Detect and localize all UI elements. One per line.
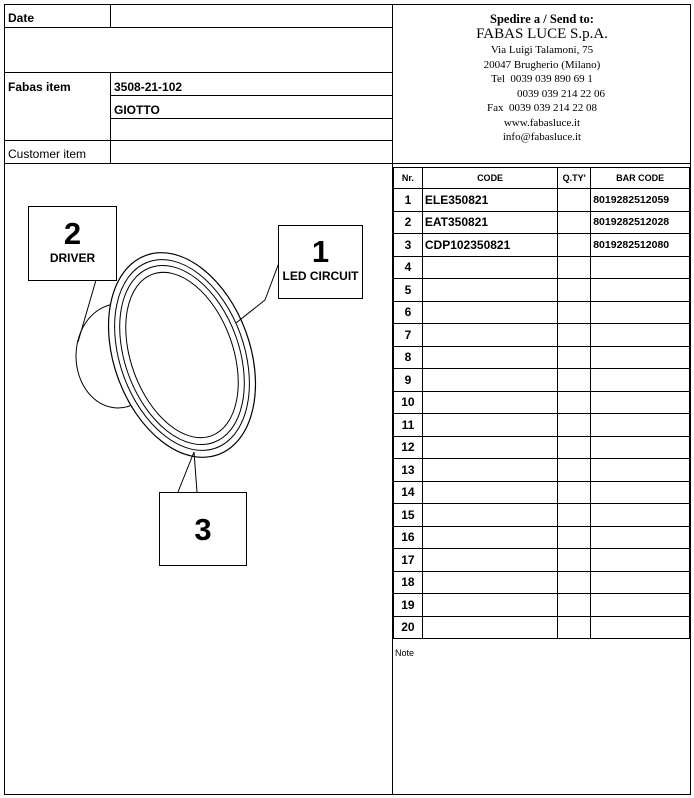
row-number-cell: 17 xyxy=(394,549,423,572)
note-label: Note xyxy=(395,648,415,658)
column-header-barcode: BAR CODE xyxy=(591,168,690,189)
table-header-row xyxy=(394,168,690,189)
row-number-cell: 7 xyxy=(394,324,423,347)
table-row xyxy=(394,346,690,369)
telephone-1: Tel 0039 039 890 69 1 xyxy=(491,73,593,85)
code-cell[interactable] xyxy=(422,526,557,549)
driver-callout xyxy=(28,206,117,281)
table-row xyxy=(394,549,690,572)
qty-cell[interactable] xyxy=(558,504,591,527)
barcode-cell[interactable] xyxy=(591,279,690,302)
code-cell[interactable]: EAT350821 xyxy=(422,211,557,234)
company-name: FABAS LUCE S.p.A. xyxy=(476,25,608,42)
table-row xyxy=(394,481,690,504)
table-row xyxy=(394,256,690,279)
table-row xyxy=(394,436,690,459)
row-number-cell: 3 xyxy=(394,234,423,257)
table-row xyxy=(394,369,690,392)
table-row xyxy=(394,324,690,347)
barcode-cell[interactable] xyxy=(591,571,690,594)
qty-cell[interactable] xyxy=(558,256,591,279)
column-header-qty: Q.TY' xyxy=(558,168,591,189)
driver-callout-number: 2 xyxy=(63,216,82,251)
led-circuit-callout xyxy=(278,225,363,299)
qty-cell[interactable] xyxy=(558,481,591,504)
barcode-cell[interactable] xyxy=(591,346,690,369)
city-address: 20047 Brugherio (Milano) xyxy=(483,58,601,71)
row-number-cell: 8 xyxy=(394,346,423,369)
send-to-heading: Spedire a / Send to: xyxy=(490,12,594,26)
qty-cell[interactable] xyxy=(558,391,591,414)
driver-callout-caption: DRIVER xyxy=(49,251,96,265)
code-cell[interactable] xyxy=(422,571,557,594)
qty-cell[interactable] xyxy=(558,526,591,549)
barcode-cell[interactable] xyxy=(591,256,690,279)
fabas-item-code: 3508-21-102 xyxy=(114,80,183,94)
row-number-cell: 2 xyxy=(394,211,423,234)
ring-leader-line xyxy=(178,452,197,492)
fabas-item-label: Fabas item xyxy=(8,80,71,94)
row-number-cell: 19 xyxy=(394,594,423,617)
code-cell[interactable] xyxy=(422,324,557,347)
barcode-cell[interactable] xyxy=(591,414,690,437)
table-row xyxy=(394,526,690,549)
website[interactable]: www.fabasluce.it xyxy=(503,116,581,129)
barcode-cell[interactable] xyxy=(591,616,690,639)
barcode-cell[interactable] xyxy=(591,436,690,459)
code-cell[interactable] xyxy=(422,436,557,459)
date-label: Date xyxy=(8,11,35,25)
qty-cell[interactable] xyxy=(558,436,591,459)
barcode-cell[interactable]: 8019282512080 xyxy=(591,234,690,257)
barcode-cell[interactable] xyxy=(591,504,690,527)
code-cell[interactable] xyxy=(422,279,557,302)
ring-callout-number: 3 xyxy=(194,512,212,547)
code-cell[interactable] xyxy=(422,594,557,617)
barcode-cell[interactable] xyxy=(591,459,690,482)
barcode-cell[interactable] xyxy=(591,549,690,572)
barcode-cell[interactable] xyxy=(591,301,690,324)
qty-cell[interactable] xyxy=(558,594,591,617)
table-row xyxy=(394,189,690,212)
code-cell[interactable] xyxy=(422,414,557,437)
table-row xyxy=(394,414,690,437)
row-number-cell: 6 xyxy=(394,301,423,324)
email-address[interactable]: info@fabasluce.it xyxy=(502,131,582,143)
driver-leader-line xyxy=(78,280,96,342)
column-header-code: CODE xyxy=(422,168,557,189)
code-cell[interactable]: CDP102350821 xyxy=(422,234,557,257)
qty-cell[interactable] xyxy=(558,414,591,437)
code-cell[interactable] xyxy=(422,481,557,504)
qty-cell[interactable] xyxy=(558,189,591,212)
ring-callout xyxy=(159,492,247,566)
led-callout-number: 1 xyxy=(311,234,330,269)
table-row xyxy=(394,504,690,527)
barcode-cell[interactable] xyxy=(591,369,690,392)
qty-cell[interactable] xyxy=(558,324,591,347)
code-cell[interactable] xyxy=(422,459,557,482)
street-address: Via Luigi Talamoni, 75 xyxy=(490,44,594,56)
send-to-address xyxy=(393,6,691,145)
led-leader-line xyxy=(236,260,280,323)
row-number-cell: 9 xyxy=(394,369,423,392)
barcode-cell[interactable]: 8019282512059 xyxy=(591,189,690,212)
barcode-cell[interactable] xyxy=(591,391,690,414)
barcode-cell[interactable] xyxy=(591,481,690,504)
code-cell[interactable] xyxy=(422,301,557,324)
led-callout-caption: LED CIRCUIT xyxy=(282,269,359,283)
qty-cell[interactable] xyxy=(558,234,591,257)
code-cell[interactable]: ELE350821 xyxy=(422,189,557,212)
row-number-cell: 4 xyxy=(394,256,423,279)
row-number-cell: 18 xyxy=(394,571,423,594)
table-row xyxy=(394,571,690,594)
fax-number: Fax 0039 039 214 22 08 xyxy=(487,102,597,114)
spare-parts-table xyxy=(393,167,690,639)
code-cell[interactable] xyxy=(422,616,557,639)
table-row xyxy=(394,594,690,617)
table-row xyxy=(394,211,690,234)
qty-cell[interactable] xyxy=(558,346,591,369)
divider xyxy=(392,163,691,164)
code-cell[interactable] xyxy=(422,391,557,414)
table-row xyxy=(394,234,690,257)
table-row xyxy=(394,616,690,639)
row-number-cell: 12 xyxy=(394,436,423,459)
row-number-cell: 20 xyxy=(394,616,423,639)
qty-cell[interactable] xyxy=(558,301,591,324)
row-number-cell: 5 xyxy=(394,279,423,302)
row-number-cell: 15 xyxy=(394,504,423,527)
code-cell[interactable] xyxy=(422,549,557,572)
row-number-cell: 10 xyxy=(394,391,423,414)
customer-item-label: Customer item xyxy=(8,147,87,161)
fabas-item-name: GIOTTO xyxy=(114,103,160,117)
qty-cell[interactable] xyxy=(558,571,591,594)
barcode-cell[interactable]: 8019282512028 xyxy=(591,211,690,234)
table-row xyxy=(394,459,690,482)
barcode-cell[interactable] xyxy=(591,594,690,617)
barcode-cell[interactable] xyxy=(591,324,690,347)
table-row xyxy=(394,279,690,302)
qty-cell[interactable] xyxy=(558,279,591,302)
row-number-cell: 13 xyxy=(394,459,423,482)
table-row xyxy=(394,301,690,324)
code-cell[interactable] xyxy=(422,504,557,527)
barcode-cell[interactable] xyxy=(591,526,690,549)
qty-cell[interactable] xyxy=(558,549,591,572)
qty-cell[interactable] xyxy=(558,369,591,392)
row-number-cell: 16 xyxy=(394,526,423,549)
row-number-cell: 14 xyxy=(394,481,423,504)
column-header-nr: Nr. xyxy=(394,168,423,189)
qty-cell[interactable] xyxy=(558,616,591,639)
row-number-cell: 11 xyxy=(394,414,423,437)
code-cell[interactable] xyxy=(422,256,557,279)
code-cell[interactable] xyxy=(422,369,557,392)
qty-cell[interactable] xyxy=(558,459,591,482)
row-number-cell: 1 xyxy=(394,189,423,212)
telephone-2: 0039 039 214 22 06 xyxy=(517,87,605,100)
code-cell[interactable] xyxy=(422,346,557,369)
qty-cell[interactable] xyxy=(558,211,591,234)
table-row xyxy=(394,391,690,414)
